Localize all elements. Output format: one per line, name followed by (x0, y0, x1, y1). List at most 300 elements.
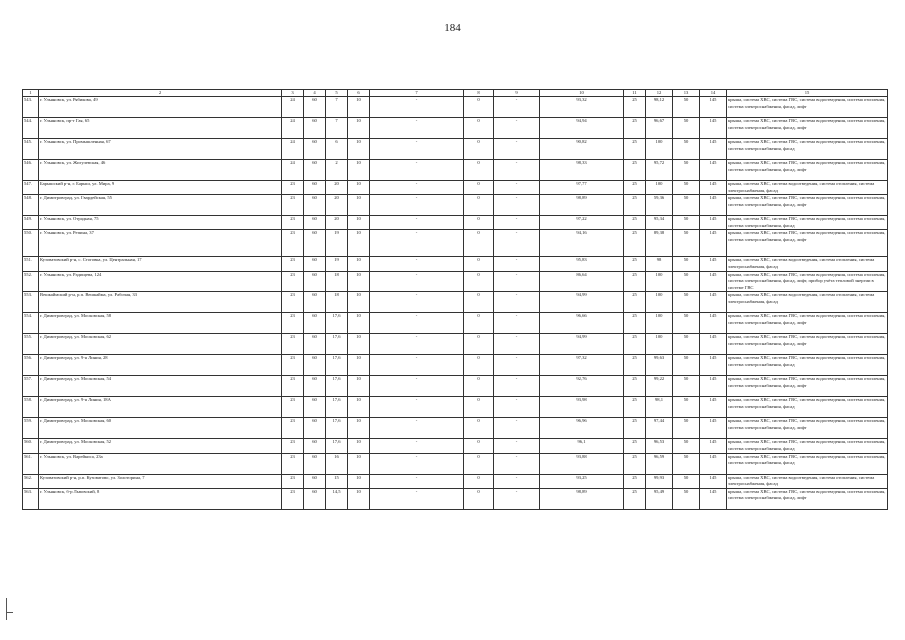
cell: 145 (700, 230, 727, 257)
cell: 10 (348, 230, 370, 257)
column-number: 15 (727, 90, 888, 97)
cell: 0 (464, 313, 494, 334)
cell: 18 (326, 292, 348, 313)
cell: - (494, 453, 540, 474)
cell: - (370, 181, 464, 195)
address-cell: г. Димитровград, ул. Московская, 58 (39, 313, 282, 334)
table-row (23, 160, 888, 181)
cell: 50 (673, 418, 700, 439)
cell: - (494, 418, 540, 439)
cell: - (494, 160, 540, 181)
works-cell: крыша, система ХВС, система ГВС, система водоотведения, система отопления, система электроснабжения, фасад (727, 355, 888, 376)
cell: 24 (282, 97, 304, 118)
cell: 50 (673, 313, 700, 334)
address-cell: г. Димитровград, ул. Московская, 60 (39, 418, 282, 439)
works-cell: крыша, система ХВС, система ГВС, система водоотведения, система отопления, система электроснабжения, фасад (727, 139, 888, 160)
cell: 98,89 (540, 488, 624, 509)
cell: - (494, 181, 540, 195)
cell: 0 (464, 334, 494, 355)
table-row (23, 313, 888, 334)
cell: 0 (464, 216, 494, 230)
address-cell: Вешкаймский р-н, р.п. Вешкайма, ул. Рабочая, 33 (39, 292, 282, 313)
cell: 23 (282, 271, 304, 292)
cell: 145 (700, 216, 727, 230)
cell: 10 (348, 271, 370, 292)
cell: 95,83 (540, 257, 624, 271)
cell: - (494, 257, 540, 271)
cell: 23 (282, 181, 304, 195)
table-row (23, 474, 888, 488)
cell: 145 (700, 181, 727, 195)
cell: 60 (304, 488, 326, 509)
cell: 96,66 (540, 313, 624, 334)
cell: 23 (282, 474, 304, 488)
cell: 25 (624, 355, 646, 376)
cell: 10 (348, 397, 370, 418)
cell: 95,49 (646, 488, 673, 509)
row-number-cell: 563. (23, 488, 39, 509)
cell: 97,32 (540, 355, 624, 376)
cell: 23 (282, 418, 304, 439)
address-cell: г. Димитровград, ул. 9-я Линия, 28 (39, 355, 282, 376)
cell: 50 (673, 139, 700, 160)
table-row (23, 397, 888, 418)
cell: 93,25 (540, 474, 624, 488)
cell: 10 (348, 257, 370, 271)
cell: 23 (282, 334, 304, 355)
cell: 50 (673, 230, 700, 257)
row-number-cell: 545. (23, 139, 39, 160)
row-number-cell: 547. (23, 181, 39, 195)
works-cell: крыша, система ХВС, система ГВС, система водоотведения, система отопления, система электроснабжения, фасад, лифт (727, 376, 888, 397)
cell: 60 (304, 418, 326, 439)
cell: 50 (673, 453, 700, 474)
works-cell: крыша, система ХВС, система ГВС, система водоотведения, система отопления, система электроснабжения, фасад, лифт (727, 195, 888, 216)
cell: 23 (282, 195, 304, 216)
column-number: 7 (370, 90, 464, 97)
cell: 25 (624, 118, 646, 139)
cell: 50 (673, 334, 700, 355)
cell: 6 (326, 139, 348, 160)
address-cell: Кузоватовский р-н, р.п. Кузоватово, ул. Золоторина, 7 (39, 474, 282, 488)
cell: - (494, 271, 540, 292)
cell: 7 (326, 97, 348, 118)
cell: 145 (700, 355, 727, 376)
cell: 0 (464, 376, 494, 397)
cell: 19 (326, 230, 348, 257)
cell: 97,22 (540, 216, 624, 230)
cell: 25 (624, 257, 646, 271)
cell: 23 (282, 313, 304, 334)
cell: 10 (348, 334, 370, 355)
works-cell: крыша, система ХВС, система водоотведения, система отопления, система электроснабжения, фасад (727, 292, 888, 313)
cell: 93,88 (540, 453, 624, 474)
cell: 60 (304, 181, 326, 195)
address-cell: г. Димитровград, ул. Московская, 62 (39, 334, 282, 355)
cell: 10 (348, 118, 370, 139)
cell: 24 (282, 139, 304, 160)
cell: 100 (646, 139, 673, 160)
cell: 25 (624, 230, 646, 257)
cell: 0 (464, 118, 494, 139)
column-number: 2 (39, 90, 282, 97)
cell: 94,99 (540, 334, 624, 355)
address-cell: г. Ульяновск, б-р Львовский, 8 (39, 488, 282, 509)
cell: 23 (282, 292, 304, 313)
cell: 20 (326, 216, 348, 230)
cell: - (494, 230, 540, 257)
cell: 0 (464, 257, 494, 271)
column-number: 10 (540, 90, 624, 97)
cell: - (370, 334, 464, 355)
cell: 99,22 (646, 376, 673, 397)
table-row (23, 118, 888, 139)
cell: 23 (282, 376, 304, 397)
row-number-cell: 555. (23, 334, 39, 355)
cell: 145 (700, 118, 727, 139)
row-number-cell: 546. (23, 160, 39, 181)
cell: - (494, 439, 540, 453)
cell: 14,5 (326, 488, 348, 509)
cell: 23 (282, 488, 304, 509)
cell: 25 (624, 334, 646, 355)
cell: 25 (624, 418, 646, 439)
cell: - (370, 160, 464, 181)
cell: 25 (624, 376, 646, 397)
column-number: 8 (464, 90, 494, 97)
cell: 20 (326, 195, 348, 216)
column-number: 3 (282, 90, 304, 97)
table-row (23, 488, 888, 509)
cell: 25 (624, 216, 646, 230)
cell: 96,1 (540, 439, 624, 453)
cell: 96,67 (646, 118, 673, 139)
row-number-cell: 544. (23, 118, 39, 139)
cell: 60 (304, 474, 326, 488)
cell: - (370, 488, 464, 509)
cell: - (494, 376, 540, 397)
cell: - (494, 313, 540, 334)
address-cell: г. Ульяновск, ул. Радищева, 124 (39, 271, 282, 292)
cell: 145 (700, 313, 727, 334)
works-cell: крыша, система ХВС, система ГВС, система водоотведения, система отопления, система электроснабжения, фасад, лифт (727, 160, 888, 181)
cell: 10 (348, 139, 370, 160)
address-cell: г. Ульяновск, ул. Жигулевская, 46 (39, 160, 282, 181)
table-row (23, 453, 888, 474)
cell: - (370, 230, 464, 257)
cell: 60 (304, 216, 326, 230)
row-number-cell: 561. (23, 453, 39, 474)
cell: 10 (348, 292, 370, 313)
cell: 145 (700, 474, 727, 488)
cell: 23 (282, 397, 304, 418)
cell: 95,34 (646, 216, 673, 230)
cell: 60 (304, 160, 326, 181)
table-row (23, 230, 888, 257)
cell: 145 (700, 439, 727, 453)
cell: - (494, 139, 540, 160)
cell: 145 (700, 397, 727, 418)
cell: 60 (304, 334, 326, 355)
cell: 25 (624, 397, 646, 418)
cell: 145 (700, 257, 727, 271)
cell: 18 (326, 271, 348, 292)
cell: 10 (348, 488, 370, 509)
cell: 50 (673, 160, 700, 181)
row-number-cell: 551. (23, 257, 39, 271)
cell: 145 (700, 334, 727, 355)
cell: 17,6 (326, 334, 348, 355)
cell: 96,59 (646, 453, 673, 474)
cell: - (370, 376, 464, 397)
cell: 0 (464, 397, 494, 418)
cell: 145 (700, 418, 727, 439)
cell: 50 (673, 118, 700, 139)
cell: 0 (464, 439, 494, 453)
works-cell: крыша, система ХВС, система ГВС, система водоотведения, система отопления, система электроснабжения, фасад, лифт (727, 313, 888, 334)
cell: 17,6 (326, 313, 348, 334)
cell: 94,99 (540, 292, 624, 313)
cell: - (370, 474, 464, 488)
column-number: 9 (494, 90, 540, 97)
cell: - (494, 292, 540, 313)
address-cell: г. Ульяновск, ул. Отрадная, 75 (39, 216, 282, 230)
cell: 0 (464, 97, 494, 118)
cell: - (370, 257, 464, 271)
table-row (23, 334, 888, 355)
cell: 0 (464, 230, 494, 257)
cell: - (370, 195, 464, 216)
cell: 98,89 (540, 195, 624, 216)
cell: 99,93 (646, 474, 673, 488)
page-number: 184 (444, 22, 461, 34)
cell: 10 (348, 216, 370, 230)
row-number-cell: 562. (23, 474, 39, 488)
cell: 23 (282, 453, 304, 474)
table-row (23, 355, 888, 376)
cell: 0 (464, 195, 494, 216)
row-number-cell: 549. (23, 216, 39, 230)
cell: 50 (673, 355, 700, 376)
cell: 60 (304, 257, 326, 271)
table-row (23, 418, 888, 439)
cell: 25 (624, 292, 646, 313)
address-cell: Барышский р-н, г. Барыш, ул. Мира, 9 (39, 181, 282, 195)
cell: - (370, 139, 464, 160)
cell: - (370, 313, 464, 334)
housing-repair-table (22, 89, 888, 510)
cell: 25 (624, 313, 646, 334)
cell: 100 (646, 334, 673, 355)
address-cell: г. Димитровград, ул. Московская, 52 (39, 439, 282, 453)
column-number: 4 (304, 90, 326, 97)
cell: 145 (700, 139, 727, 160)
cell: 0 (464, 181, 494, 195)
cell: 25 (624, 439, 646, 453)
table-row (23, 216, 888, 230)
works-cell: крыша, система ХВС, система ГВС, система водоотведения, система отопления, система электроснабжения, фасад, лифт (727, 418, 888, 439)
address-cell: г. Ульяновск, ул. Репина, 37 (39, 230, 282, 257)
table-row (23, 257, 888, 271)
cell: 50 (673, 257, 700, 271)
cell: 0 (464, 453, 494, 474)
cell: 145 (700, 160, 727, 181)
cell: 25 (624, 181, 646, 195)
cell: 92,76 (540, 376, 624, 397)
works-cell: крыша, система ХВС, система ГВС, система водоотведения, система отопления, система электроснабжения, фасад, лифт, прибор учёта тепловой энергии в системе ГВС (727, 271, 888, 292)
works-cell: крыша, система ХВС, система водоотведения, система отопления, система электроснабжения, фасад (727, 257, 888, 271)
cell: 50 (673, 292, 700, 313)
cell: 50 (673, 439, 700, 453)
column-number: 6 (348, 90, 370, 97)
cell: 60 (304, 118, 326, 139)
table-row (23, 292, 888, 313)
cell: 60 (304, 376, 326, 397)
cell: 60 (304, 355, 326, 376)
cell: 25 (624, 271, 646, 292)
row-number-cell: 548. (23, 195, 39, 216)
cell: 0 (464, 488, 494, 509)
cell: 98,33 (540, 160, 624, 181)
cell: 50 (673, 376, 700, 397)
table-row (23, 439, 888, 453)
cell: 93,32 (540, 97, 624, 118)
works-cell: крыша, система ХВС, система ГВС, система водоотведения, система отопления, система электроснабжения, фасад, лифт (727, 230, 888, 257)
address-cell: г. Ульяновск, пр-т Гая, 65 (39, 118, 282, 139)
row-number-cell: 553. (23, 292, 39, 313)
cell: - (370, 439, 464, 453)
row-number-cell: 558. (23, 397, 39, 418)
address-cell: г. Ульяновск, ул. Промышленная, 67 (39, 139, 282, 160)
cell: 145 (700, 97, 727, 118)
cell: 23 (282, 230, 304, 257)
table-row (23, 97, 888, 118)
cell: 50 (673, 181, 700, 195)
works-cell: крыша, система ХВС, система ГВС, система водоотведения, система отопления, система электроснабжения, фасад, лифт (727, 118, 888, 139)
column-number: 12 (646, 90, 673, 97)
cell: - (494, 195, 540, 216)
cell: - (494, 216, 540, 230)
address-cell: г. Димитровград, ул. Гвардейская, 55 (39, 195, 282, 216)
cell: 10 (348, 181, 370, 195)
works-cell: крыша, система ХВС, система водоотведения, система отопления, система электроснабжения, фасад (727, 181, 888, 195)
cell: 86,64 (540, 271, 624, 292)
cell: 98 (646, 257, 673, 271)
cell: - (370, 418, 464, 439)
cell: 23 (282, 257, 304, 271)
cell: 94,94 (540, 118, 624, 139)
cell: 10 (348, 195, 370, 216)
cell: 60 (304, 292, 326, 313)
cell: 145 (700, 488, 727, 509)
cell: 10 (348, 160, 370, 181)
cell: 0 (464, 160, 494, 181)
cell: 23 (282, 439, 304, 453)
cell: 25 (624, 195, 646, 216)
cell: 10 (348, 376, 370, 397)
cell: 23 (282, 216, 304, 230)
row-number-cell: 543. (23, 97, 39, 118)
cell: 23 (282, 355, 304, 376)
cell: 145 (700, 376, 727, 397)
cell: 60 (304, 97, 326, 118)
cell: 16 (326, 453, 348, 474)
cell: 19 (326, 257, 348, 271)
table-row (23, 376, 888, 397)
cell: 10 (348, 474, 370, 488)
cell: 95,72 (646, 160, 673, 181)
cell: - (370, 97, 464, 118)
cell: 10 (348, 418, 370, 439)
cell: - (370, 118, 464, 139)
column-number: 1 (23, 90, 39, 97)
cell: 0 (464, 139, 494, 160)
cell: 100 (646, 313, 673, 334)
table-row (23, 271, 888, 292)
cell: 20 (326, 181, 348, 195)
cell: 24 (282, 118, 304, 139)
column-number: 13 (673, 90, 700, 97)
cell: - (494, 97, 540, 118)
margin-mark (7, 612, 13, 613)
row-number-cell: 556. (23, 355, 39, 376)
row-number-cell: 560. (23, 439, 39, 453)
cell: 100 (646, 181, 673, 195)
cell: 50 (673, 397, 700, 418)
cell: 145 (700, 292, 727, 313)
cell: 99,63 (646, 355, 673, 376)
cell: 25 (624, 474, 646, 488)
cell: 145 (700, 453, 727, 474)
table-row (23, 139, 888, 160)
cell: 100 (646, 271, 673, 292)
margin-mark (6, 598, 7, 620)
works-cell: крыша, система ХВС, система ГВС, система водоотведения, система отопления, система электроснабжения, фасад, лифт (727, 488, 888, 509)
row-number-cell: 557. (23, 376, 39, 397)
works-cell: крыша, система ХВС, система ГВС, система водоотведения, система отопления, система электроснабжения, фасад, лифт (727, 97, 888, 118)
cell: 96,53 (646, 439, 673, 453)
cell: - (494, 488, 540, 509)
cell: 50 (673, 474, 700, 488)
cell: 93,98 (540, 397, 624, 418)
address-cell: г. Ульяновск, ул. Варейкиса, 23а (39, 453, 282, 474)
cell: 10 (348, 97, 370, 118)
cell: 60 (304, 271, 326, 292)
cell: 10 (348, 439, 370, 453)
cell: 145 (700, 271, 727, 292)
works-cell: крыша, система ХВС, система ГВС, система водоотведения, система отопления, система электроснабжения, фасад, лифт (727, 334, 888, 355)
address-cell: Кузоватовский р-н, с. Стоговка, ул. Центральная, 17 (39, 257, 282, 271)
cell: 100 (646, 292, 673, 313)
cell: 25 (624, 139, 646, 160)
cell: 60 (304, 439, 326, 453)
cell: 145 (700, 195, 727, 216)
cell: 17,6 (326, 418, 348, 439)
row-number-cell: 554. (23, 313, 39, 334)
cell: 17,6 (326, 376, 348, 397)
cell: 10 (348, 355, 370, 376)
cell: 0 (464, 418, 494, 439)
cell: 17,6 (326, 355, 348, 376)
cell: 2 (326, 160, 348, 181)
cell: 50 (673, 97, 700, 118)
cell: 24 (282, 160, 304, 181)
column-number: 11 (624, 90, 646, 97)
cell: 60 (304, 139, 326, 160)
table-row (23, 195, 888, 216)
cell: - (370, 355, 464, 376)
cell: 7 (326, 118, 348, 139)
